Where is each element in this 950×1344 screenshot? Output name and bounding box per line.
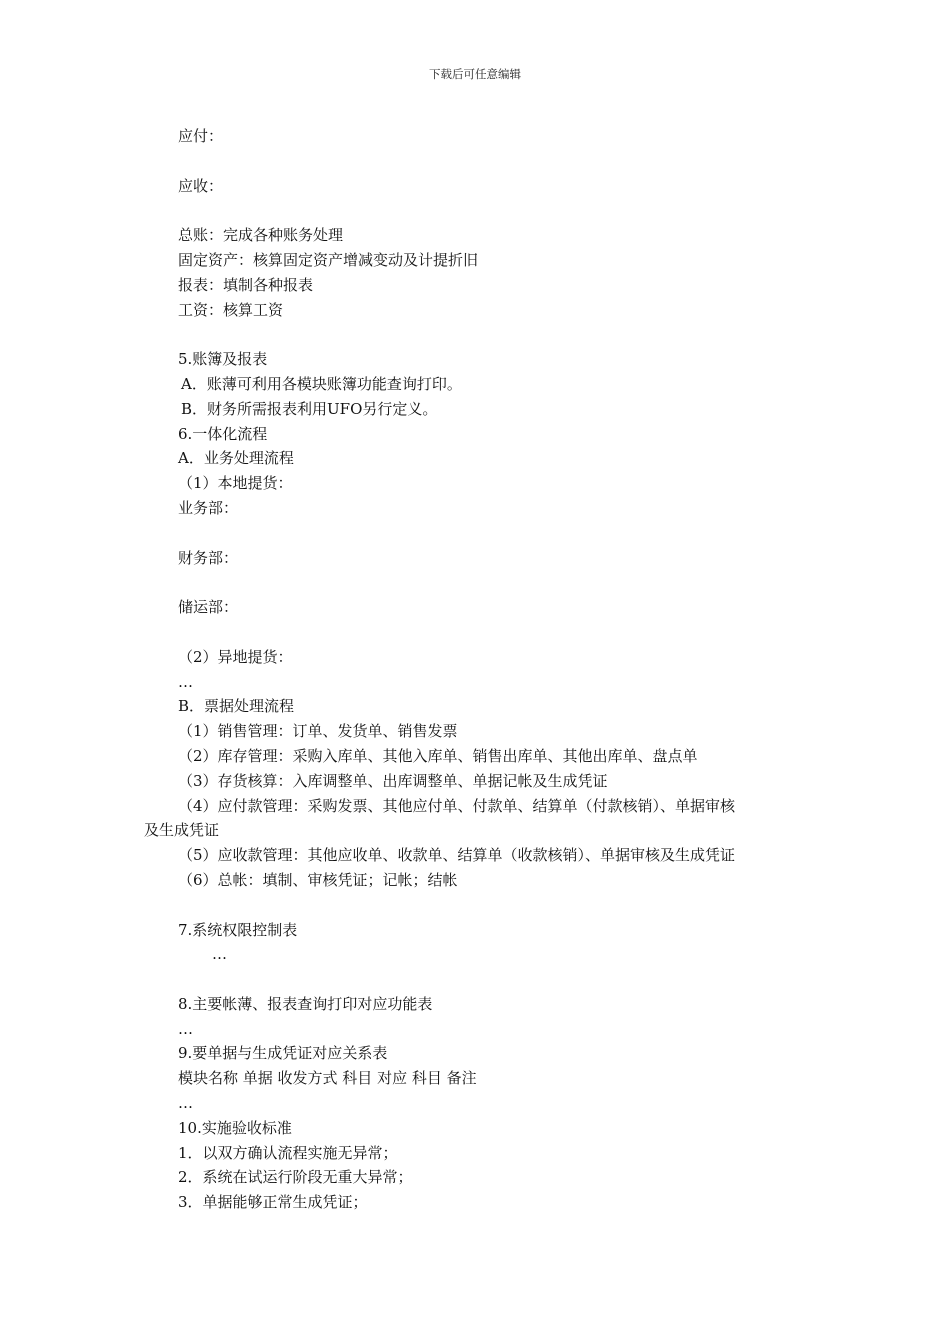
criterion-3: 3．单据能够正常生成凭证；: [178, 1193, 368, 1212]
ellipsis: …: [178, 1019, 193, 1038]
blank-line: [178, 322, 818, 347]
line-6b-6: （6）总帐：填制、审核凭证；记帐；结帐: [178, 870, 458, 889]
section-heading-10: 10.实施验收标准: [178, 1118, 292, 1137]
document-body: [144, 124, 818, 1215]
section-heading-9: 9.要单据与生成凭证对应关系表: [178, 1044, 388, 1063]
line-6a-1: （1）本地提货：: [178, 474, 293, 493]
table-header-line: 模块名称 单据 收发方式 科目 对应 科目 备注: [178, 1069, 477, 1088]
line-6b: B．票据处理流程: [178, 697, 295, 716]
line-6b-4: （4）应付款管理：采购发票、其他应付单、付款单、结算单（付款核销）、单据审核: [178, 796, 736, 815]
line-business-dept: 业务部：: [178, 498, 239, 517]
blank-line: [178, 893, 818, 918]
blank-line: [178, 521, 818, 546]
blank-line: [178, 198, 818, 223]
section-heading-8: 8.主要帐薄、报表查询打印对应功能表: [178, 994, 433, 1013]
line-6b-2: （2）库存管理：采购入库单、其他入库单、销售出库单、其他出库单、盘点单: [178, 746, 698, 765]
blank-line: [178, 570, 818, 595]
blank-line: [178, 967, 818, 992]
ellipsis: …: [178, 1094, 193, 1113]
line-6a: A．业务处理流程: [178, 449, 294, 468]
line-logistics-dept: 储运部：: [178, 598, 239, 617]
line-payable: 应付：: [178, 127, 224, 145]
line-general-ledger: 总账：完成各种账务处理: [178, 226, 344, 245]
line-5b: B．财务所需报表利用UFO另行定义。: [181, 399, 438, 418]
line-receivable: 应收：: [178, 176, 224, 195]
criterion-1: 1．以双方确认流程实施无异常；: [178, 1143, 398, 1162]
blank-line: [178, 620, 818, 645]
line-6a-2: （2）异地提货：: [178, 647, 293, 666]
criterion-2: 2．系统在试运行阶段无重大异常；: [178, 1168, 413, 1187]
line-finance-dept: 财务部：: [178, 548, 239, 567]
line-6b-4-continued: 及生成凭证: [144, 821, 220, 840]
line-6b-5: （5）应收款管理：其他应收单、收款单、结算单（收款核销）、单据审核及生成凭证: [178, 846, 736, 865]
section-heading-7: 7.系统权限控制表: [178, 920, 298, 939]
section-heading-5: 5.账簿及报表: [178, 350, 268, 369]
line-5a: A．账薄可利用各模块账簿功能查询打印。: [181, 374, 462, 393]
page-header: 下载后可任意编辑: [429, 67, 521, 81]
ellipsis: …: [178, 672, 193, 691]
section-heading-6: 6.一体化流程: [178, 424, 268, 443]
line-fixed-assets: 固定资产：核算固定资产增减变动及计提折旧: [178, 250, 479, 269]
line-6b-3: （3）存货核算：入库调整单、出库调整单、单据记帐及生成凭证: [178, 771, 608, 790]
blank-line: [178, 149, 818, 174]
line-6b-1: （1）销售管理：订单、发货单、销售发票: [178, 722, 458, 741]
line-reports: 报表：填制各种报表: [178, 275, 314, 294]
ellipsis: …: [212, 945, 227, 964]
line-payroll: 工资：核算工资: [178, 300, 284, 319]
